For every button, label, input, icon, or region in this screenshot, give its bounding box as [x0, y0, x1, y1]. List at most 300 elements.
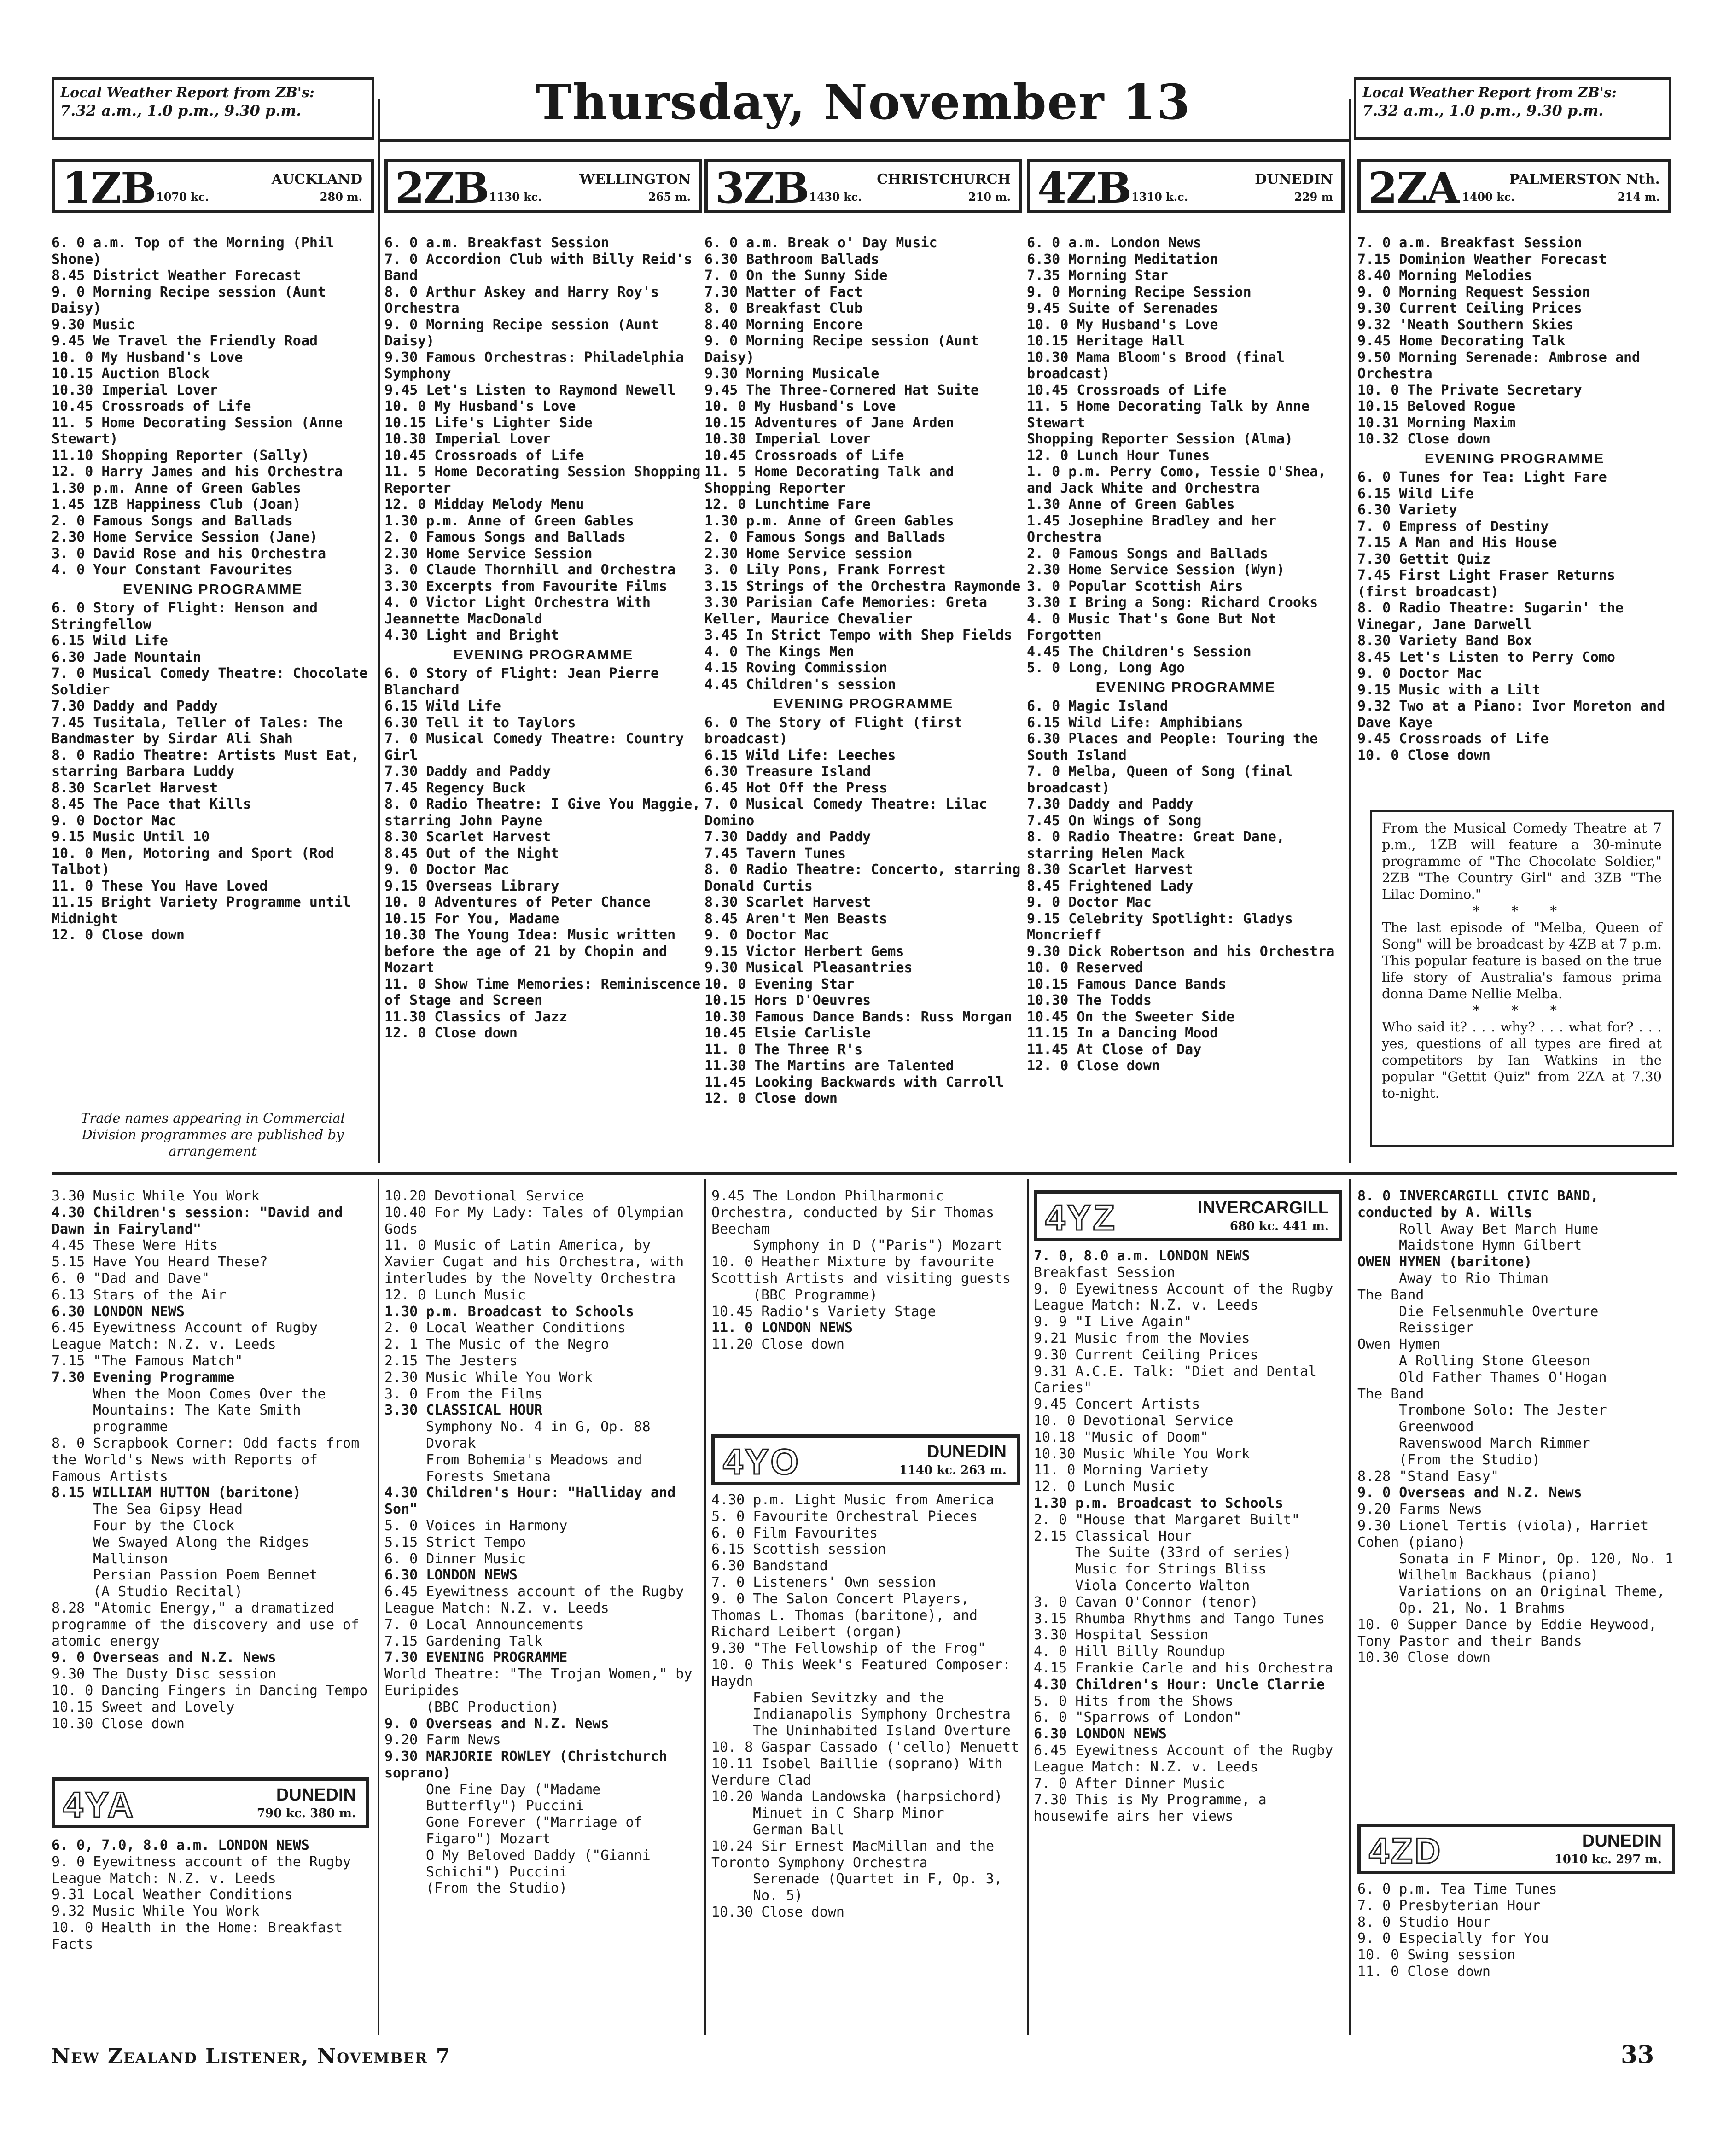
programme-item: 7.30 This is My Programme, a housewife airs her views [1034, 1792, 1267, 1825]
schedule-item: 7.45 On Wings of Song [1027, 812, 1202, 829]
programme-item: 6. 0 "Sparrows of London" [1034, 1709, 1242, 1726]
programme-item: 5.15 Have You Heard These? [52, 1254, 268, 1270]
station-call-sign: 3ZB [715, 163, 809, 213]
programme-item: From Bohemia's Meadows and Forests Smetana [426, 1451, 642, 1485]
weather-right-line2: 7.32 a.m., 1.0 p.m., 9.30 p.m. [1362, 102, 1604, 119]
schedule-item: 10. 0 My Husband's Love [1027, 316, 1218, 333]
promo-paragraph: From the Musical Comedy Theatre at 7 p.m., 1ZB will feature a 30-minute programme of "The Chocolate Soldier," 2ZB "The Country Girl" and 3ZB "The Lilac Domino." [1382, 820, 1662, 902]
programme-item: 9. 0 Overseas and N.Z. News [1357, 1485, 1582, 1501]
schedule-item: 4.45 The Children's Session [1027, 643, 1252, 660]
schedule-item: 7.30 Daddy and Paddy [1027, 796, 1194, 812]
programme-item: Die Felsenmuhle Overture Reissiger [1399, 1303, 1599, 1336]
programme-item: 10. 0 Devotional Service [1034, 1412, 1234, 1429]
station-frequency: 1010 kc. 297 m. [1554, 1853, 1662, 1866]
station-city: WELLINGTON [579, 171, 691, 187]
programme-item: 2. 1 The Music of the Negro [384, 1336, 609, 1353]
schedule-item: 7.30 Daddy and Paddy [52, 698, 218, 714]
station-call-sign: 1ZB [62, 163, 156, 213]
schedule-item: 9.30 Famous Orchestras: Philadelphia Symphony [384, 349, 684, 382]
schedule-item: 4. 0 Victor Light Orchestra With Jeannette MacDonald [384, 594, 651, 627]
programme-item: 6. 0 "Dad and Dave" [52, 1270, 210, 1287]
schedule-item: 10.45 On the Sweeter Side [1027, 1008, 1235, 1025]
schedule-item: 8. 0 Radio Theatre: Great Dane, starring Helen Mack [1027, 829, 1285, 862]
programme-item: 6.30 LONDON NEWS [384, 1567, 518, 1584]
programme-list [52, 1188, 369, 1732]
programme-item: 6.45 Eyewitness account of the Rugby League Match: N.Z. v. Leeds [384, 1584, 684, 1616]
section-divider [52, 1172, 1677, 1175]
column-rule [1027, 1179, 1029, 2035]
programme-item: 6.30 LONDON NEWS [1034, 1726, 1167, 1742]
weather-left-line2: 7.32 a.m., 1.0 p.m., 9.30 p.m. [60, 102, 302, 119]
programme-item: 5. 0 Voices in Harmony [384, 1517, 568, 1534]
schedule-item: 12. 0 Close down [52, 927, 185, 943]
programme-item: 4.30 Children's session: "David and Dawn in Fairyland" [52, 1204, 343, 1237]
programme-item: Fabien Sevitzky and the Indianapolis Symphony Orchestra [753, 1690, 1011, 1723]
schedule-item: 6. 0 The Story of Flight (first broadcast) [704, 714, 962, 747]
schedule-item: 8.30 Scarlet Harvest [52, 780, 218, 796]
schedule-item: 7. 0 Melba, Queen of Song (final broadcast) [1027, 763, 1293, 796]
schedule-item: 9.15 Music with a Lilt [1357, 682, 1541, 698]
programme-item: 9.45 Concert Artists [1034, 1396, 1200, 1413]
programme-item: 9. 0 Especially for You [1357, 1930, 1549, 1947]
programme-item: 9. 0 Overseas and N.Z. News [52, 1649, 276, 1666]
schedule-item: 9.15 Victor Herbert Gems [704, 943, 904, 960]
schedule-item: 5. 0 Long, Long Ago [1027, 660, 1185, 676]
schedule-item: 10. 0 Men, Motoring and Sport (Rod Talbot) [52, 845, 335, 878]
schedule-item: 8. 0 Radio Theatre: Sugarin' the Vinegar, Jane Darwell [1357, 600, 1624, 633]
schedule-item: 6. 0 a.m. Break o' Day Music [704, 235, 937, 251]
station-wavelength: 265 m. [648, 190, 691, 204]
footer-publication: New Zealand Listener, November 7 [52, 2045, 451, 2068]
station-header-4zb [1027, 159, 1345, 213]
programme-list [384, 1188, 698, 1897]
schedule-item: 10. 0 Adventures of Peter Chance [384, 894, 651, 910]
schedule-item: 11.15 In a Dancing Mood [1027, 1025, 1218, 1041]
schedule-item: 6.30 Jade Mountain [52, 649, 202, 665]
programme-item: Minuet in C Sharp Minor [753, 1805, 944, 1822]
schedule-item: 10.15 Famous Dance Bands [1027, 976, 1227, 992]
schedule-item: 10.15 Auction Block [52, 366, 210, 382]
programme-item: 1.30 p.m. Broadcast to Schools [1034, 1495, 1283, 1511]
schedule-item: 10. 0 The Private Secretary [1357, 382, 1582, 398]
station-schedule-4zb [1027, 235, 1345, 1074]
schedule-item: 6.15 Wild Life [384, 698, 501, 714]
programme-item: Owen Hymen [1357, 1336, 1441, 1353]
programme-item: 10.30 Close down [1357, 1649, 1490, 1666]
station-frequency: 680 kc. 441 m. [1229, 1219, 1329, 1233]
programme-list [52, 1837, 369, 1953]
schedule-item: 10. 0 Close down [1357, 747, 1490, 763]
station-schedule-2za [1357, 235, 1671, 763]
schedule-item: 3. 0 Lily Pons, Frank Forrest [704, 562, 946, 578]
programme-item: 6. 0 Dinner Music [384, 1550, 526, 1567]
promo-divider: * * * [1473, 903, 1571, 919]
column-rule [378, 1179, 379, 2035]
programme-item: 10.15 Sweet and Lovely [52, 1699, 235, 1715]
programme-item: Symphony in D ("Paris") Mozart [753, 1237, 1002, 1254]
schedule-item: 8.45 Frightened Lady [1027, 878, 1194, 894]
programme-item: 10. 8 Gaspar Cassado ('cello) Menuett [711, 1739, 1019, 1755]
programme-item: 9.45 The London Philharmonic Orchestra, conducted by Sir Thomas Beecham [711, 1188, 995, 1237]
station-city: CHRISTCHURCH [877, 171, 1011, 187]
programme-item: 9.31 A.C.E. Talk: "Diet and Dental Caries" [1034, 1363, 1317, 1396]
schedule-item: 9. 0 Morning Recipe Session [1027, 284, 1252, 300]
programme-item: A Rolling Stone Gleeson [1399, 1352, 1590, 1369]
programme-item: (A Studio Recital) [93, 1584, 243, 1600]
schedule-item: 7.15 Dominion Weather Forecast [1357, 251, 1607, 268]
programme-item: 12. 0 Lunch Music [384, 1287, 526, 1303]
station-call-sign: 4ZB [1037, 163, 1131, 213]
schedule-item: 8.40 Morning Encore [704, 316, 863, 333]
schedule-item: 9.32 'Neath Southern Skies [1357, 316, 1574, 333]
schedule-item: 7.45 Tavern Tunes [704, 845, 846, 862]
schedule-item: 11. 0 The Three R's [704, 1041, 863, 1058]
station-header-2zb [384, 159, 702, 213]
programme-item: 7.30 Evening Programme [52, 1369, 235, 1386]
programme-item: 6.30 Bandstand [711, 1558, 828, 1574]
schedule-item: 6.15 Wild Life [52, 633, 168, 649]
trade-names-note: Trade names appearing in Commercial Division programmes are published by arrangement [81, 1110, 345, 1159]
programme-item: Trombone Solo: The Jester Greenwood [1399, 1402, 1607, 1435]
station-schedule-1zb [52, 235, 374, 944]
programme-item: Four by the Clock [93, 1517, 235, 1534]
schedule-item: 9.45 The Three-Cornered Hat Suite [704, 382, 979, 398]
station-frequency: 1140 kc. 263 m. [899, 1463, 1007, 1477]
station-schedule-2zb [384, 235, 702, 1042]
schedule-item: 10. 0 Reserved [1027, 960, 1143, 976]
schedule-item: 10.30 The Todds [1027, 992, 1152, 1008]
evening-programme-heading: EVENING PROGRAMME [773, 695, 954, 711]
station-city: INVERCARGILL [1198, 1198, 1329, 1218]
evening-programme-heading: EVENING PROGRAMME [122, 581, 303, 597]
schedule-item: 8.45 The Pace that Kills [52, 796, 251, 812]
programme-item: We Swayed Along the Ridges Mallinson [93, 1534, 309, 1567]
schedule-item: 3.15 Strings of the Orchestra Raymonde [704, 578, 1021, 594]
schedule-item: 10.45 Crossroads of Life [52, 398, 251, 414]
schedule-item: 9.50 Morning Serenade: Ambrose and Orchestra [1357, 349, 1641, 382]
schedule-item: 2.30 Home Service Session (Jane) [52, 529, 318, 545]
programme-item: The Suite (33rd of series) [1075, 1544, 1292, 1561]
schedule-item: 4.45 Children's session [704, 676, 896, 693]
schedule-item: 8.40 Morning Melodies [1357, 268, 1532, 284]
schedule-item: 10.30 Imperial Lover [384, 431, 551, 447]
schedule-item: 2.30 Home Service session [704, 545, 913, 562]
schedule-item: 8.45 District Weather Forecast [52, 268, 301, 284]
schedule-item: 1.30 Anne of Green Gables [1027, 496, 1235, 513]
programme-item: 8. 0 Studio Hour [1357, 1914, 1490, 1930]
schedule-item: 11. 0 Show Time Memories: Reminiscence of Stage and Screen [384, 976, 701, 1008]
schedule-item: Shopping Reporter Session (Alma) [1027, 431, 1293, 447]
programme-item: 6. 0, 7.0, 8.0 a.m. LONDON NEWS [52, 1837, 309, 1853]
station-city: DUNEDIN [1255, 171, 1333, 187]
programme-item: 4.30 Children's Hour: Uncle Clarrie [1034, 1676, 1325, 1693]
schedule-item: 6. 0 a.m. London News [1027, 235, 1202, 251]
schedule-item: 9. 0 Doctor Mac [384, 862, 509, 878]
programme-item: 9.30 Lionel Tertis (viola), Harriet Cohen (piano) [1357, 1517, 1649, 1550]
programme-item: 7. 0, 8.0 a.m. LONDON NEWS [1034, 1248, 1250, 1264]
programme-item: 8. 0 Scrapbook Corner: Odd facts from the World's News with Reports of Famous Artists [52, 1435, 360, 1485]
schedule-item: 9.45 Suite of Serenades [1027, 300, 1218, 316]
schedule-item: 11. 0 These You Have Loved [52, 878, 268, 894]
programme-item: 9.20 Farm News [384, 1732, 501, 1748]
programme-list [1357, 1881, 1675, 1980]
programme-item: 5. 0 Favourite Orchestral Pieces [711, 1508, 978, 1525]
programme-item: 9.32 Music While You Work [52, 1903, 260, 1920]
schedule-item: 11.15 Bright Variety Programme until Midnight [52, 894, 351, 927]
station-frequency: 1130 kc. [489, 190, 542, 204]
schedule-item: 2. 0 Famous Songs and Ballads [384, 529, 626, 545]
schedule-item: 6.15 Wild Life: Leeches [704, 747, 896, 763]
schedule-item: 10.30 The Young Idea: Music written before the age of 21 by Chopin and Mozart [384, 927, 676, 976]
schedule-item: 6.30 Places and People: Touring the South Island [1027, 731, 1318, 763]
programme-item: 2.15 Classical Hour [1034, 1528, 1192, 1544]
programme-item: 9. 0 Eyewitness account of the Rugby League Match: N.Z. v. Leeds [52, 1853, 351, 1887]
programme-item: 10.45 Radio's Variety Stage [711, 1303, 936, 1320]
programme-item: 5. 0 Hits from the Shows [1034, 1693, 1234, 1709]
schedule-item: 8.45 Let's Listen to Perry Como [1357, 649, 1615, 665]
programme-item: Wilhelm Backhaus (piano) [1399, 1567, 1599, 1584]
programme-item: 7.15 "The Famous Match" [52, 1352, 243, 1369]
schedule-item: 1.45 Josephine Bradley and her Orchestra [1027, 513, 1276, 545]
programme-item: (BBC Production) [426, 1699, 559, 1715]
programme-item: 2. 0 Local Weather Conditions [384, 1320, 626, 1336]
station-call-sign: 4ZD [1369, 1830, 1443, 1871]
programme-item: One Fine Day ("Madame Butterfly") Puccini [426, 1781, 601, 1814]
schedule-item: 6.30 Tell it to Taylors [384, 714, 576, 731]
programme-item: 6.30 LONDON NEWS [52, 1303, 185, 1320]
station-call-sign: 4YO [723, 1441, 801, 1482]
schedule-item: 7.45 Regency Buck [384, 780, 526, 796]
programme-item: 6.45 Eyewitness Account of the Rugby League Match: N.Z. v. Leeds [1034, 1742, 1333, 1775]
column-rule [1349, 1179, 1351, 2035]
schedule-item: 12. 0 Lunchtime Fare [704, 496, 871, 513]
programme-item: 3.30 CLASSICAL HOUR [384, 1402, 543, 1419]
schedule-item: 9.45 Home Decorating Talk [1357, 333, 1566, 349]
schedule-item: 10.15 For You, Madame [384, 910, 559, 927]
programme-item: 2. 0 "House that Margaret Built" [1034, 1511, 1300, 1528]
programme-item: 10. 0 Heather Mixture by favourite Scottish Artists and visiting guests [711, 1254, 1011, 1287]
schedule-item: 7.30 Daddy and Paddy [704, 829, 871, 845]
programme-item: 8.28 "Stand Easy" [1357, 1468, 1499, 1485]
programme-item: 9.30 Current Ceiling Prices [1034, 1346, 1258, 1363]
programme-item: 10.30 Close down [711, 1904, 844, 1920]
station-wavelength: 210 m. [968, 190, 1011, 204]
programme-item: German Ball [753, 1821, 844, 1838]
schedule-item: 10.15 Beloved Rogue [1357, 398, 1516, 414]
programme-item: 9. 0 Eyewitness Account of the Rugby League Match: N.Z. v. Leeds [1034, 1281, 1333, 1314]
station-header-4ya [52, 1777, 369, 1828]
schedule-item: 1.30 p.m. Anne of Green Gables [384, 513, 634, 529]
programme-item: World Theatre: "The Trojan Women," by Euripides [384, 1666, 693, 1699]
schedule-item: 2.30 Home Service Session (Wyn) [1027, 562, 1285, 578]
programme-item: 10.20 Wanda Landowska (harpsichord) [711, 1789, 1003, 1805]
programme-item: 6.15 Scottish session [711, 1541, 886, 1558]
schedule-item: 9.30 Current Ceiling Prices [1357, 300, 1582, 316]
weather-box-left [52, 77, 374, 140]
schedule-item: 6.30 Morning Meditation [1027, 251, 1218, 268]
programme-item: (From the Studio) [426, 1880, 568, 1897]
programme-item: Viola Concerto Walton [1075, 1577, 1250, 1594]
schedule-item: 6.15 Wild Life: Amphibians [1027, 714, 1243, 731]
schedule-item: 10.31 Morning Maxim [1357, 414, 1516, 431]
schedule-item: 9.45 We Travel the Friendly Road [52, 333, 318, 349]
weather-box-right [1354, 77, 1671, 140]
programme-item: 4.45 These Were Hits [52, 1237, 218, 1254]
schedule-item: 7.30 Daddy and Paddy [384, 763, 551, 780]
schedule-item: 12. 0 Close down [1027, 1058, 1160, 1074]
programme-item: Old Father Thames O'Hogan [1399, 1369, 1607, 1386]
programme-item: Persian Passion Poem Bennet [93, 1567, 318, 1584]
schedule-item: 4.15 Roving Commission [704, 660, 888, 676]
schedule-item: 9.30 Morning Musicale [704, 366, 879, 382]
programme-item: 4.30 Children's Hour: "Halliday and Son" [384, 1485, 676, 1518]
programme-item: 3.30 Hospital Session [1034, 1627, 1209, 1643]
station-frequency: 790 kc. 380 m. [256, 1806, 356, 1820]
schedule-item: 3.30 Excerpts from Favourite Films [384, 578, 668, 594]
programme-item: 11. 0 LONDON NEWS [711, 1320, 853, 1336]
programme-item: Roll Away Bet March Hume [1399, 1221, 1599, 1237]
schedule-item: 2. 0 Famous Songs and Ballads [1027, 545, 1268, 562]
schedule-item: 8.45 Aren't Men Beasts [704, 910, 888, 927]
schedule-item: 6. 0 a.m. Breakfast Session [384, 235, 609, 251]
schedule-item: 6. 0 a.m. Top of the Morning (Phil Shone) [52, 235, 335, 268]
schedule-item: 2. 0 Famous Songs and Ballads [704, 529, 946, 545]
programme-item: OWEN HYMEN (baritone) [1357, 1254, 1532, 1270]
schedule-item: 12. 0 Close down [384, 1025, 518, 1041]
schedule-item: 3. 0 David Rose and his Orchestra [52, 545, 326, 562]
station-frequency: 1070 kc. [156, 190, 209, 204]
schedule-item: 6. 0 Tunes for Tea: Light Fare [1357, 469, 1607, 485]
schedule-item: 10.30 Imperial Lover [704, 431, 871, 447]
schedule-item: 4. 0 The Kings Men [704, 643, 855, 660]
schedule-item: 9.15 Music Until 10 [52, 829, 210, 845]
schedule-item: 9.45 Let's Listen to Raymond Newell [384, 382, 676, 398]
schedule-item: 8. 0 Breakfast Club [704, 300, 863, 316]
station-city: DUNEDIN [926, 1442, 1007, 1462]
schedule-item: 8.30 Scarlet Harvest [384, 829, 551, 845]
station-frequency: 1310 k.c. [1131, 190, 1188, 204]
schedule-item: 10.15 Heritage Hall [1027, 333, 1185, 349]
station-city: DUNEDIN [276, 1785, 356, 1805]
schedule-item: 8. 0 Radio Theatre: Concerto, starring Donald Curtis [704, 862, 1021, 894]
promo-divider: * * * [1473, 1002, 1571, 1018]
programme-item: 10. 0 Supper Dance by Eddie Heywood, Tony Pastor and their Bands [1357, 1616, 1657, 1649]
schedule-item: 10. 0 My Husband's Love [384, 398, 576, 414]
station-header-3zb [704, 159, 1022, 213]
station-header-2za [1357, 159, 1671, 213]
programme-item: 10. 0 Dancing Fingers in Dancing Tempo [52, 1682, 368, 1699]
programme-item: The Band [1357, 1386, 1424, 1402]
programme-item: 9. 9 "I Live Again" [1034, 1314, 1192, 1330]
programme-item: 10.30 Close down [52, 1715, 185, 1732]
schedule-item: 4. 0 Music That's Gone But Not Forgotten [1027, 611, 1276, 643]
schedule-item: 3. 0 Claude Thornhill and Orchestra [384, 562, 676, 578]
schedule-item: 9.15 Celebrity Spotlight: Gladys Moncrieff [1027, 910, 1293, 943]
programme-item: Music for Strings Bliss [1075, 1561, 1267, 1578]
schedule-item: 9.32 Two at a Piano: Ivor Moreton and Dave Kaye [1357, 698, 1665, 731]
schedule-item: 6.45 Hot Off the Press [704, 780, 888, 796]
schedule-item: 10.30 Famous Dance Bands: Russ Morgan [704, 1008, 1013, 1025]
programme-item: 9.20 Farms News [1357, 1501, 1482, 1518]
schedule-item: 6.30 Bathroom Ballads [704, 251, 879, 268]
programme-item: 10.30 Music While You Work [1034, 1445, 1250, 1462]
column-rule [704, 1179, 706, 2035]
station-header-4yz [1034, 1190, 1342, 1241]
programme-item: 11.20 Close down [711, 1336, 844, 1353]
schedule-item: 1.30 p.m. Anne of Green Gables [52, 480, 301, 496]
schedule-item: 9. 0 Doctor Mac [1357, 665, 1482, 682]
schedule-item: 7. 0 Musical Comedy Theatre: Lilac Domino [704, 796, 988, 829]
schedule-item: 1. 0 p.m. Perry Como, Tessie O'Shea, and Jack White and Orchestra [1027, 464, 1327, 496]
programme-item: Maidstone Hymn Gilbert [1399, 1237, 1582, 1254]
programme-item: 10.18 "Music of Doom" [1034, 1429, 1209, 1445]
page-title: Thursday, November 13 [536, 74, 1191, 130]
programme-item: 10.20 Devotional Service [384, 1188, 584, 1204]
station-header-4zd [1357, 1824, 1675, 1874]
schedule-item: 7. 0 Accordion Club with Billy Reid's Band [384, 251, 693, 284]
programme-item: 8.15 WILLIAM HUTTON (baritone) [52, 1485, 301, 1501]
programme-item: (BBC Programme) [753, 1287, 878, 1303]
schedule-item: 9. 0 Morning Recipe session (Aunt Daisy) [384, 316, 659, 349]
schedule-item: 11. 5 Home Decorating Talk by Anne Stewart [1027, 398, 1310, 431]
schedule-item: 11.30 The Martins are Talented [704, 1058, 954, 1074]
schedule-item: 9.30 Dick Robertson and his Orchestra [1027, 943, 1335, 960]
page-number: 33 [1621, 2041, 1654, 2069]
weather-left-line1: Local Weather Report from ZB's: [60, 85, 314, 101]
schedule-item: 12. 0 Lunch Hour Tunes [1027, 447, 1210, 464]
title-rule [378, 139, 1349, 142]
station-call-sign: 4YZ [1045, 1197, 1117, 1238]
programme-item: O My Beloved Daddy ("Gianni Schichi") Puccini [426, 1847, 651, 1880]
schedule-item: 11.45 At Close of Day [1027, 1041, 1202, 1058]
schedule-item: 10. 0 Evening Star [704, 976, 855, 992]
schedule-item: 9. 0 Doctor Mac [1027, 894, 1152, 910]
schedule-item: 10.30 Mama Bloom's Brood (final broadcast) [1027, 349, 1285, 382]
schedule-item: 10.45 Crossroads of Life [704, 447, 904, 464]
station-schedule-3zb [704, 235, 1022, 1107]
schedule-item: 1.45 1ZB Happiness Club (Joan) [52, 496, 301, 513]
schedule-item: 7. 0 Musical Comedy Theatre: Chocolate Soldier [52, 665, 368, 698]
station-city: AUCKLAND [271, 171, 362, 187]
schedule-item: 8.30 Scarlet Harvest [1027, 862, 1194, 878]
evening-programme-heading: EVENING PROGRAMME [1095, 679, 1276, 695]
schedule-item: 9.30 Musical Pleasantries [704, 960, 913, 976]
programme-item: 8.28 "Atomic Energy," a dramatized programme of the discovery and use of atomic energy [52, 1600, 360, 1649]
schedule-item: 10.15 Hors D'Oeuvres [704, 992, 871, 1008]
programme-item: 5.15 Strict Tempo [384, 1534, 526, 1550]
schedule-item: 8. 0 Radio Theatre: Artists Must Eat, starring Barbara Luddy [52, 747, 360, 780]
programme-item: 7. 0 After Dinner Music [1034, 1775, 1225, 1792]
column-rule [1349, 99, 1351, 1163]
programme-item: 9.21 Music from the Movies [1034, 1330, 1250, 1346]
programme-item: When the Moon Comes Over the Mountains: The Kate Smith programme [93, 1386, 326, 1435]
station-city: DUNEDIN [1582, 1831, 1662, 1851]
schedule-item: 10.32 Close down [1357, 431, 1490, 447]
programme-item: Breakfast Session [1034, 1264, 1176, 1281]
programme-item: 2.30 Music While You Work [384, 1369, 593, 1386]
schedule-item: 3.45 In Strict Tempo with Shep Fields [704, 627, 1013, 643]
schedule-item: 7.45 Tusitala, Teller of Tales: The Bandmaster by Sirdar Ali Shah [52, 714, 343, 747]
programme-item: Sonata in F Minor, Op. 120, No. 1 [1399, 1550, 1674, 1567]
schedule-item: 10.15 Adventures of Jane Arden [704, 414, 954, 431]
schedule-item: 9. 0 Morning Request Session [1357, 284, 1590, 300]
schedule-item: 7.45 First Light Fraser Returns (first broadcast) [1357, 567, 1615, 600]
station-header-4yo [711, 1434, 1020, 1485]
programme-item: 11. 0 Close down [1357, 1963, 1490, 1980]
programme-item: 6. 0 Film Favourites [711, 1525, 878, 1541]
programme-item: 9.30 "The Fellowship of the Frog" [711, 1640, 986, 1657]
programme-item: Gone Forever ("Marriage of Figaro") Mozart [426, 1814, 642, 1847]
